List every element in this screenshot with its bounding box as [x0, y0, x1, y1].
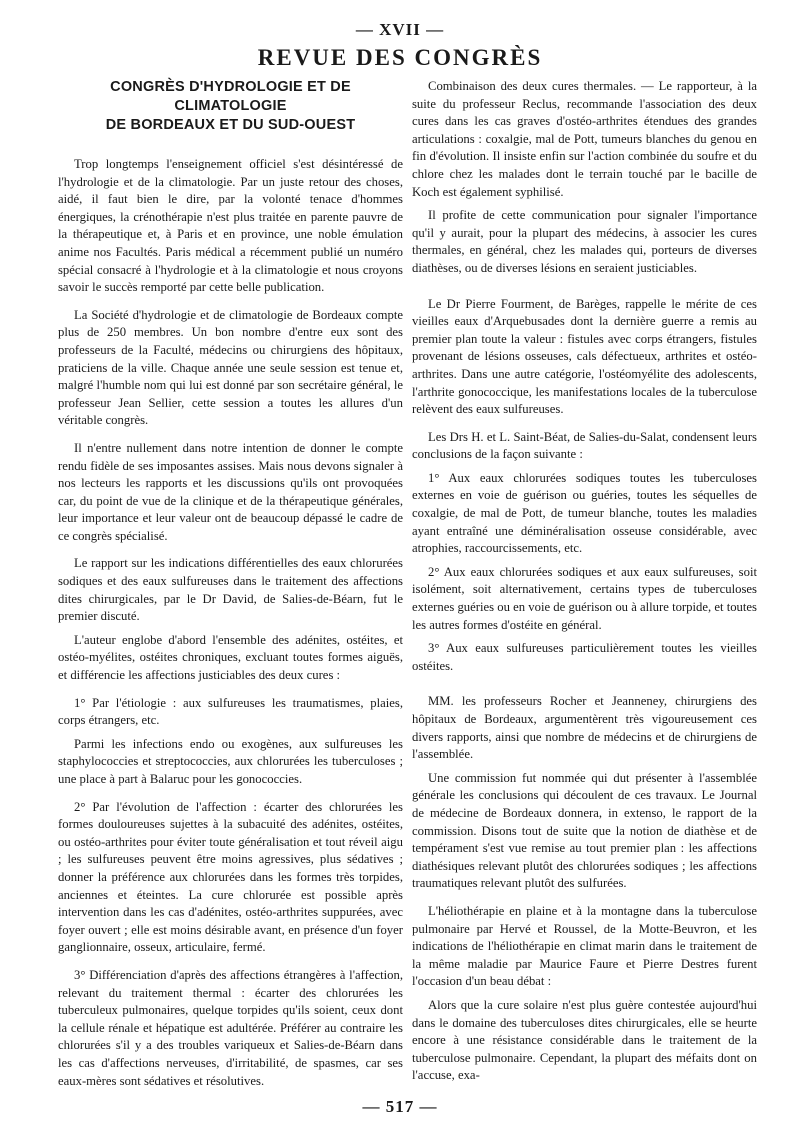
paragraph: Trop longtemps l'enseignement officiel s'est désintéressé de l'hydrologie et de la climatologie. Par un juste retour des choses, aidé, il faut bien le dire, par la volonté tenace d'hommes énergiques, la crénothérapie n'est plus traitée en parente pauvre de la thérapeutique et, à Paris et en province, une noble émulation anime nos Facultés. Paris médical a récemment publié un numéro spécial consacré à l'hydrologie et à la climatologie et nous croyons savoir le succès remporté par cette belle publication. [58, 157, 403, 295]
paragraph: Il n'entre nullement dans notre intention de donner le compte rendu fidèle de ses imposantes assises. Mais nous devons signaler à nos lecteurs les rapports et les discussions qu'ils ont provoquées car, du point de vue de la clinique et de la thérapeutique générales, leur importance et leur valeur ont de beaucoup dépassé le cadre de ce congrès spécialisé. [58, 440, 403, 543]
right-column [412, 78, 757, 1091]
paragraph: 1° Aux eaux chlorurées sodiques toutes les tuberculoses externes en voie de guérison ou guéries, toutes les séquelles de coxalgie, de mal de Pott, de tumeur blanche, toutes les maladies ayant entraîné une déminéralisation osseuse considérable, avec atrophies, raccourcissements, etc. [412, 470, 757, 556]
paragraph: 3° Aux eaux sulfureuses particulièrement toutes les vieilles ostéites. [412, 641, 757, 673]
paragraph: Il profite de cette communication pour signaler l'importance qu'il y aurait, pour la plupart des médecins, à associer les cures thermales, en général, chez les malades qui, porteurs de diverses diathèses, ou de diverses lésions en seraient justiciables. [412, 208, 757, 275]
roman-page-number: — XVII — [355, 20, 445, 39]
paragraph: La Société d'hydrologie et de climatologie de Bordeaux compte plus de 250 membres. Un bon nombre d'entre eux sont des professeurs de la Faculté, médecins ou chirurgiens des hôpitaux, praticiens de la ville. Chaque année une seule session est tenue et, malgré l'humble nom qui lui est donné par son secrétaire général, le professeur Jean Sellier, cette session a toutes les allures d'un véritable congrès. [58, 307, 403, 428]
paragraph: Le rapport sur les indications différentielles des eaux chlorurées sodiques et des eaux sulfureuses dans le traitement des affections dites chirurgicales, par le Dr David, de Salies-de-Béarn, fut le premier discuté. [58, 556, 403, 624]
section-title-line-1: CONGRÈS D'HYDROLOGIE ET DE CLIMATOLOGIE [110, 79, 351, 114]
paragraph: Une commission fut nommée qui dut présenter à l'assemblée générale les conclusions qui découlent de ces travaux. Le Journal de médecine de Bordeaux donnera, in extenso, le rapport de la commission. Disons tout de suite que la notion de diathèse et de tempérament s'est vue remise au tout premier plan : les affections diathésiques relevant plutôt des chlorurées sodiques ; les affections traumatiques relevant plutôt des sulfurées. [412, 770, 757, 891]
section-title [58, 78, 403, 135]
paragraph: Alors que la cure solaire n'est plus guère contestée aujourd'hui dans le domaine des tuberculoses dites chirurgicales, elle se heurte encore à une résistance considérable dans le traitement de la tuberculose pulmonaire. Cependant, la plupart des méfaits dont on l'accuse, exa- [412, 997, 757, 1083]
section-title-line-2: DE BORDEAUX ET DU SUD-OUEST [105, 117, 356, 133]
paragraph: Les Drs H. et L. Saint-Béat, de Salies-du-Salat, condensent leurs conclusions de la façon suivante : [412, 429, 757, 462]
paragraph: L'auteur englobe d'abord l'ensemble des adénites, ostéites, et ostéo-myélites, ostéites chroniques, excluant toutes formes aiguës, et différencie les affections justiciables des deux cures : [58, 632, 403, 683]
left-column [58, 78, 403, 1096]
paragraph: 3° Différenciation d'après des affections étrangères à l'affection, relevant du traitement thermal : écarter des chlorurées les tuberculeux pulmonaires, quelque torpides qu'ils soient, ceux dont la cellule rénale et hépatique est adultérée. Préférer au contraire les chlorurées s'il y a des troubles variqueux et Salies-de-Béarn dans les cas d'affections nerveuses, d'irritabilité, de spasmes, car ses eaux-mères sont sédatives et résolutives. [58, 967, 403, 1088]
paragraph: Le Dr Pierre Fourment, de Barèges, rappelle le mérite de ces vieilles eaux d'Arquebusades dont la dernière guerre a remis au premier plan toute la valeur : fistules avec corps étrangers, fistules provenant de lésions osseuses, cals défectueux, arthrites et ostéo-arthrites. Dans une autre catégorie, l'ostéomyélite des adolescents, l'arthrite gonococcique, les manifestations locales de la tuberculose relèvent des eaux sulfureuses. [412, 296, 757, 417]
page-title: REVUE DES CONGRÈS [257, 45, 543, 70]
paragraph: 1° Par l'étiologie : aux sulfureuses les traumatismes, plaies, corps étrangers, etc. [58, 695, 403, 728]
paragraph: Parmi les infections endo ou exogènes, aux sulfureuses les staphylococcies et streptococcies, aux chlorurées les tuberculoses ; une place à part à Balaruc pour les gonococcies. [58, 736, 403, 786]
paragraph: MM. les professeurs Rocher et Jeanneney, chirurgiens des hôpitaux de Bordeaux, argumentèrent très vigoureusement ces divers rapports, ainsi que nombre de médecins et de chirurgiens de l'assemblée. [412, 694, 757, 762]
page-number: — 517 — [362, 1097, 438, 1116]
paragraph: 2° Par l'évolution de l'affection : écarter des chlorurées les formes douloureuses sujettes à la subacuité des adénites, ostéites, ou ostéo-arthrites pour éviter toute généralisation et tout réveil aigu ; les sulfureuses peuvent être moins agressives, plus sédatives ; donner la préférence aux chlorurées dans les formes très torpides, anciennes et éteintes. La cure chlorurée est possible après intervention dans les cas d'adénites, ostéo-arthrites suppurées, avec foyer ouvert ; elle est moins désirable avant, en présence d'un foyer ganglionnaire, osseux, articulaire, fermé. [58, 799, 403, 955]
paragraph: 2° Aux eaux chlorurées sodiques et aux eaux sulfureuses, soit isolément, soit alternativement, certains types de tuberculoses externes guéries ou en voie de guérison ou à allure torpide, et toutes les autres formes d'ostéite en général. [412, 564, 757, 632]
paragraph: Combinaison des deux cures thermales. — Le rapporteur, à la suite du professeur Reclus, recommande l'association des deux cures dans les cas graves d'ostéo-arthrites étendues des grandes articulations : coxalgie, mal de Pott, tumeurs blanches du genou en fin d'évolution. Il insiste enfin sur l'action combinée du soufre et du chlore chez les malades dont le terrain touché par le bacille de Koch est également syphilisé. [412, 79, 757, 199]
paragraph: L'héliothérapie en plaine et à la montagne dans la tuberculose pulmonaire par Hervé et Roussel, de la Motte-Beuvron, et les indications de l'héliothérapie en climat marin dans le traitement de la même maladie par Maurice Faure et Pierre Destres furent l'occasion d'un beau débat : [412, 903, 757, 989]
